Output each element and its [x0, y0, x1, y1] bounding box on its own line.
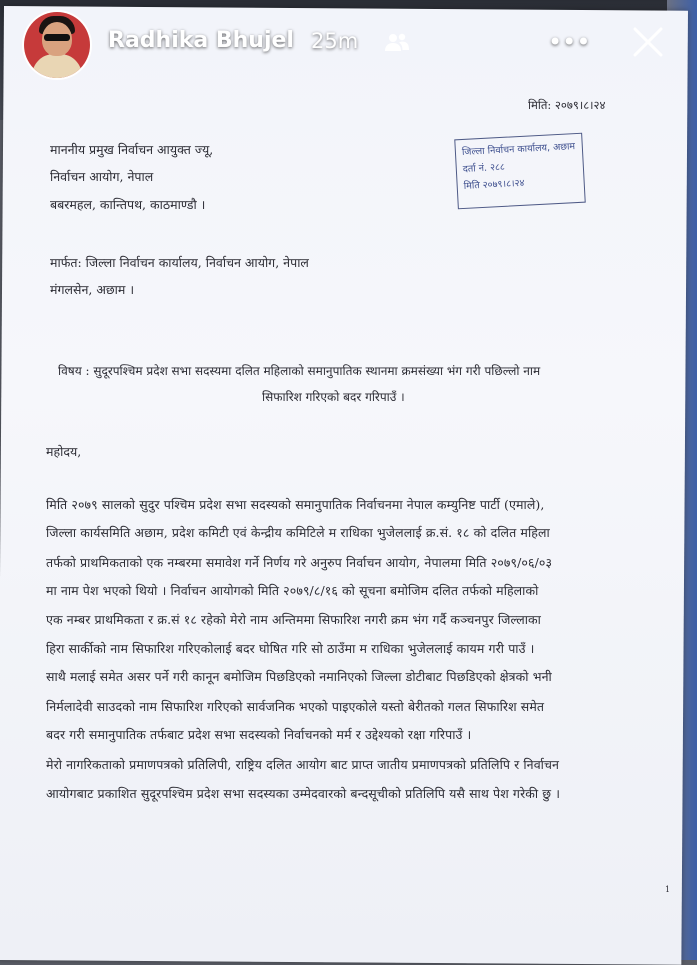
body-line: आयोगबाट प्रकाशित सुदूरपश्चिम प्रदेश सभा सदस्यका उम्मेदवारको बन्दसूचीको प्रतिलिपि यसै साथ पेश गरेकी छु । — [46, 786, 561, 801]
story-header — [0, 0, 697, 90]
address-line: बबरमहल, कान्तिपथ, काठमाण्डौ । — [50, 197, 206, 212]
body-line: जिल्ला कार्यसमिति अछाम, प्रदेश कमिटी एवं केन्द्रीय कमिटिले म राधिका भुजेललाई क्र.सं. १८ को दलित महिला — [46, 525, 550, 540]
stamp-number: दर्ता नं. २८८ — [462, 161, 506, 175]
page-number: 1 — [665, 885, 671, 894]
avatar[interactable] — [24, 12, 90, 78]
address-line: निर्वाचन आयोग, नेपाल — [50, 169, 154, 184]
body-line: मेरो नागरिकताको प्रमाणपत्रको प्रतिलिपी, राष्ट्रिय दलित आयोग बाट प्राप्त जातीय प्रमाणपत्रको प्रतिलिपि र निर्वाचन — [46, 757, 560, 772]
body-line: बदर गरी समानुपातिक तर्फबाट प्रदेश सभा सदस्यको निर्वाचनको मर्म र उद्देश्यको रक्षा गरिपाउँ । — [46, 727, 472, 742]
user-name[interactable]: Radhika Bhujel — [108, 28, 294, 53]
stamp-date: मिति २०७९।८।२४ — [463, 177, 525, 192]
stamp-office: जिल्ला निर्वाचन कार्यालय, अछाम — [461, 141, 576, 159]
via-line: मार्फत: जिल्ला निर्वाचन कार्यालय, निर्वाचन आयोग, नेपाल — [50, 255, 309, 270]
time-ago: 25m — [311, 29, 359, 53]
friends-icon — [384, 32, 410, 52]
body-line: तर्फको प्राथमिकताको एक नम्बरमा समावेश गर्ने निर्णय गरे अनुरुप निर्वाचन आयोग, नेपालमा मिति २०७९/०६/०३ — [46, 555, 553, 570]
body-line: साथै मलाई समेत असर पर्ने गरी कानून बमोजिम पिछडिएको नमानिएको जिल्ला डोटीबाट पिछडिएको क्षेत्रको भनी — [46, 669, 552, 684]
subject-line: सिफारिश गरिएको बदर गरिपाउँ । — [262, 390, 405, 404]
body-line: मा नाम पेश भएको थियो । निर्वाचन आयोगको मिति २०७९/८/१६ को सूचना बमोजिम दलित तर्फको महिलाको — [46, 583, 539, 598]
subject-line: विषय : सुदूरपश्चिम प्रदेश सभा सदस्यमा दलित महिलाको समानुपातिक स्थानमा क्रमसंख्या भंग गरी पछिल्लो नाम — [58, 364, 541, 378]
close-icon[interactable] — [630, 24, 666, 60]
via-line: मंगलसेन, अछाम । — [50, 282, 135, 297]
registration-stamp — [454, 133, 585, 210]
address-line: माननीय प्रमुख निर्वाचन आयुक्त ज्यू, — [50, 142, 214, 157]
body-line: मिति २०७९ सालको सुदुर पश्चिम प्रदेश सभा सदस्यको समानुपातिक निर्वाचनमा नेपाल कम्युनिष्ट पार्टी (एमाले), — [46, 497, 545, 512]
body-line: एक नम्बर प्राथमिकता र क्र.सं १८ रहेको मेरो नाम अन्तिममा सिफारिश नगरी क्रम भंग गर्दै कञ्चनपुर जिल्लाका — [46, 612, 541, 627]
salutation: महोदय, — [46, 444, 82, 459]
letter-date: मिति: २०७९।८।२४ — [528, 98, 606, 112]
body-line: हिरा सार्कीको नाम सिफारिश गरिएकोलाई बदर घोषित गरि सो ठाउँमा म राधिका भुजेललाई कायम गरी पाउँ । — [46, 641, 535, 656]
body-line: निर्मलादेवी साउदको नाम सिफारिश गरिएको सार्वजनिक भएको पाइएकोले यस्तो बेरीतको गलत सिफारिश समेत — [46, 699, 545, 714]
more-icon[interactable]: ••• — [548, 28, 591, 56]
